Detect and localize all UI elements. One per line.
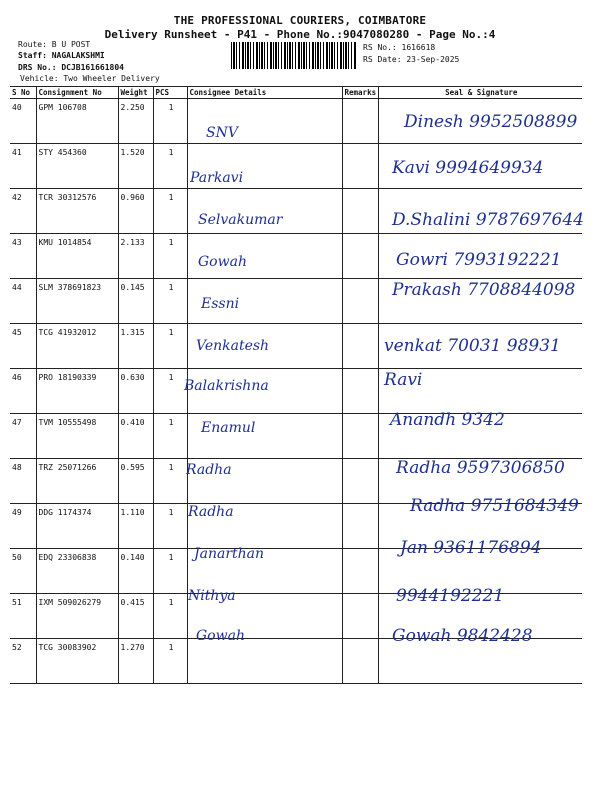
handwritten-consignee: Selvakumar [198,212,283,228]
handwritten-signature: Radha 9597306850 [396,458,565,478]
cell-remarks [342,594,378,639]
cell-sno: 46 [10,369,36,414]
cell-sno: 41 [10,144,36,189]
cell-remarks [342,504,378,549]
cell-weight: 0.595 [118,459,153,504]
cell-pcs: 1 [153,324,187,369]
cell-consignment-no: EDQ 23306838 [36,549,118,594]
cell-pcs: 1 [153,639,187,684]
handwritten-consignee: Gowah [196,628,245,644]
cell-pcs: 1 [153,549,187,594]
cell-consignment-no: TRZ 25071266 [36,459,118,504]
cell-sno: 52 [10,639,36,684]
cell-sno: 50 [10,549,36,594]
cell-remarks [342,369,378,414]
cell-weight: 0.630 [118,369,153,414]
cell-remarks [342,639,378,684]
cell-pcs: 1 [153,369,187,414]
cell-sno: 40 [10,99,36,144]
cell-pcs: 1 [153,504,187,549]
cell-remarks [342,189,378,234]
header-remarks: Remarks [342,87,378,99]
cell-consignment-no: STY 454360 [36,144,118,189]
cell-weight: 2.133 [118,234,153,279]
handwritten-consignee: Janarthan [194,546,265,562]
cell-pcs: 1 [153,279,187,324]
cell-pcs: 1 [153,459,187,504]
cell-consignment-no: KMU 1014854 [36,234,118,279]
rs-date: RS Date: 23-Sep-2025 [363,55,460,64]
handwritten-signature: Jan 9361176894 [400,538,542,558]
cell-sno: 42 [10,189,36,234]
rs-number: RS No.: 1616618 [363,43,436,52]
staff-label: Staff: NAGALAKSHMI [18,51,105,60]
barcode [231,42,357,69]
cell-consignment-no: IXM 509026279 [36,594,118,639]
cell-weight: 0.415 [118,594,153,639]
handwritten-consignee: Radha [186,462,232,478]
cell-weight: 2.250 [118,99,153,144]
cell-remarks [342,99,378,144]
cell-consignment-no: DDG 1174374 [36,504,118,549]
handwritten-consignee: Parkavi [190,170,244,186]
cell-weight: 1.110 [118,504,153,549]
handwritten-signature: Gowri 7993192221 [396,250,562,270]
cell-weight: 0.145 [118,279,153,324]
cell-pcs: 1 [153,99,187,144]
cell-pcs: 1 [153,594,187,639]
handwritten-signature: Prakash 7708844098 [392,280,576,300]
header-consignee: Consignee Details [187,87,342,99]
table-header-row [10,87,582,99]
cell-sno: 48 [10,459,36,504]
handwritten-signature: Anandh 9342 [390,410,505,430]
cell-consignee [187,639,342,684]
cell-consignment-no: TCG 41932012 [36,324,118,369]
cell-weight: 0.960 [118,189,153,234]
header-consignment-no: Consignment No [36,87,118,99]
cell-consignment-no: TCR 30312576 [36,189,118,234]
handwritten-consignee: Gowah [198,254,247,270]
cell-pcs: 1 [153,234,187,279]
cell-weight: 0.410 [118,414,153,459]
handwritten-consignee: Nithya [188,588,236,604]
cell-pcs: 1 [153,189,187,234]
cell-weight: 0.140 [118,549,153,594]
cell-consignment-no: PRO 18190339 [36,369,118,414]
cell-pcs: 1 [153,414,187,459]
handwritten-signature: D.Shalini 9787697644 [392,210,584,230]
cell-sno: 44 [10,279,36,324]
handwritten-signature: Gowah 9842428 [392,626,533,646]
drs-number: DRS No.: DCJB161661804 [18,63,124,72]
cell-consignment-no: TVM 10555498 [36,414,118,459]
cell-consignment-no: GPM 106708 [36,99,118,144]
cell-sno: 51 [10,594,36,639]
cell-remarks [342,234,378,279]
runsheet-subtitle: Delivery Runsheet - P41 - Phone No.:9047080280 - Page No.:4 [104,28,496,41]
header-seal-signature: Seal & Signature [378,87,582,99]
handwritten-consignee: Enamul [201,420,256,436]
handwritten-signature: venkat 70031 98931 [384,336,561,356]
handwritten-signature: Kavi 9994649934 [392,158,544,178]
header-sno: S No [10,87,36,99]
vehicle-label: Vehicle: Two Wheeler Delivery [20,74,160,83]
cell-consignment-no: TCG 30083902 [36,639,118,684]
cell-remarks [342,279,378,324]
cell-weight: 1.270 [118,639,153,684]
handwritten-consignee: Radha [188,504,234,520]
handwritten-signature: Radha 9751684349 [410,496,579,516]
cell-remarks [342,324,378,369]
handwritten-consignee: SNV [206,125,238,141]
cell-sno: 47 [10,414,36,459]
handwritten-consignee: Venkatesh [196,338,270,354]
handwritten-signature: Dinesh 9952508899 [404,112,578,132]
cell-pcs: 1 [153,144,187,189]
header-weight: Weight [118,87,153,99]
cell-sno: 45 [10,324,36,369]
cell-weight: 1.520 [118,144,153,189]
handwritten-signature: 9944192221 [396,586,505,606]
cell-weight: 1.315 [118,324,153,369]
cell-remarks [342,459,378,504]
handwritten-signature: Ravi [384,370,423,390]
cell-consignment-no: SLM 378691823 [36,279,118,324]
cell-sno: 43 [10,234,36,279]
cell-sno: 49 [10,504,36,549]
cell-remarks [342,549,378,594]
table-row [10,369,582,414]
cell-remarks [342,414,378,459]
header-pcs: PCS [153,87,187,99]
handwritten-consignee: Balakrishna [184,378,269,394]
route-label: Route: B U POST [18,40,91,49]
cell-remarks [342,144,378,189]
runsheet-title: THE PROFESSIONAL COURIERS, COIMBATORE [173,14,427,27]
handwritten-consignee: Essni [201,296,240,312]
